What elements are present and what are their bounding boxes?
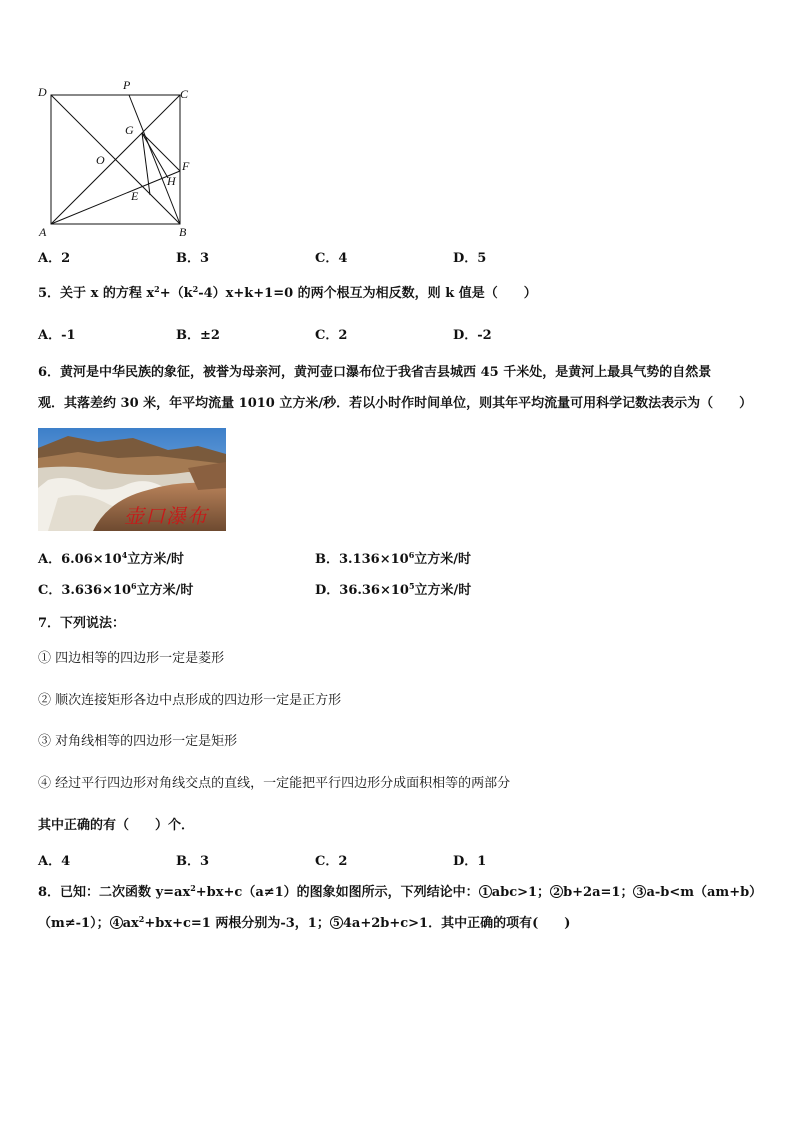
circled-number-3: 3 bbox=[633, 885, 646, 898]
q6-stem-line2: 观．其落差约 30 米，年平均流量 1010 立方米/秒．若以小时作时间单位，则其年平均流量可用科学记数法表示为（ ） bbox=[38, 396, 753, 411]
label-g: G bbox=[125, 123, 134, 137]
segment-pb bbox=[129, 95, 180, 224]
q7-option-d: D．1 bbox=[453, 854, 487, 869]
q7-option-c: C．2 bbox=[315, 854, 348, 869]
q7-item-4: ④ 经过平行四边形对角线交点的直线，一定能把平行四边形分成面积相等的两部分 bbox=[38, 776, 511, 791]
q5-stem: 5．关于 x 的方程 $x^2+(k^2-4)x+k+1=0$ 的两个根互为相反数，则 k 值是（ ） bbox=[38, 284, 537, 301]
q6-option-c: C．$3.636\times 10^6$立方米/时 bbox=[38, 581, 194, 598]
q7-item-1: ① 四边相等的四边形一定是菱形 bbox=[38, 651, 225, 666]
label-a: A bbox=[39, 225, 47, 239]
label-d: D bbox=[38, 85, 47, 99]
label-o: O bbox=[96, 153, 105, 167]
q6-option-b: B．$3.136\times 10^6$立方米/时 bbox=[315, 550, 472, 567]
q6-stem-line1: 6．黄河是中华民族的象征，被誉为母亲河，黄河壶口瀑布位于我省吉县城西 45 千米处，是黄河上最具气势的自然景 bbox=[38, 365, 712, 380]
q5-option-a: A．-1 bbox=[38, 328, 76, 343]
waterfall-photo bbox=[38, 428, 226, 531]
geometry-figure bbox=[34, 76, 204, 241]
label-c: C bbox=[180, 87, 189, 101]
q5-option-d: D．-2 bbox=[453, 328, 492, 343]
q5-option-c: C．2 bbox=[315, 328, 348, 343]
circled-number-4: 4 bbox=[110, 916, 123, 929]
label-e: E bbox=[131, 189, 139, 203]
q7-item-3: ③ 对角线相等的四边形一定是矩形 bbox=[38, 734, 238, 749]
circled-number-2: 2 bbox=[550, 885, 563, 898]
q5-option-b: B．±2 bbox=[176, 328, 220, 343]
q7-option-a: A．4 bbox=[38, 854, 71, 869]
q8-stem-line1: 8．已知：二次函数 $y=ax^2+bx+c(a\ne 1)$的图象如图所示，下列结论中： 1 abc>1； 2 b+2a=1； 3 a-b<m（am+b） bbox=[38, 883, 763, 900]
q4-option-d: D．5 bbox=[453, 251, 487, 266]
q8-stem-line2: （m≠-1）； 4 $ax^2+bx+c=1$ 两根分别为-3，1； 5 4a+2b+c>1．其中正确的项有( ) bbox=[38, 914, 571, 931]
q4-option-b: B．3 bbox=[176, 251, 210, 266]
waterfall-caption: 壶口瀑布 bbox=[124, 504, 208, 528]
label-f: F bbox=[182, 159, 190, 173]
q7-option-b: B．3 bbox=[176, 854, 210, 869]
q4-option-c: C．4 bbox=[315, 251, 348, 266]
q7-question: 其中正确的有（ ）个． bbox=[38, 818, 195, 833]
label-p: P bbox=[123, 78, 131, 92]
circled-number-1: 1 bbox=[479, 885, 492, 898]
q7-item-2: ② 顺次连接矩形各边中点形成的四边形一定是正方形 bbox=[38, 693, 342, 708]
q6-option-a: A．$6.06\times 10^4$立方米/时 bbox=[38, 550, 185, 567]
label-h: H bbox=[167, 174, 176, 188]
circled-number-5: 5 bbox=[330, 916, 343, 929]
label-b: B bbox=[179, 225, 187, 239]
q6-option-d: D．$36.36\times 10^5$立方米/时 bbox=[315, 581, 472, 598]
q7-stem: 7．下列说法： bbox=[38, 616, 126, 631]
segment-af bbox=[51, 171, 180, 224]
q4-option-a: A．2 bbox=[38, 251, 71, 266]
